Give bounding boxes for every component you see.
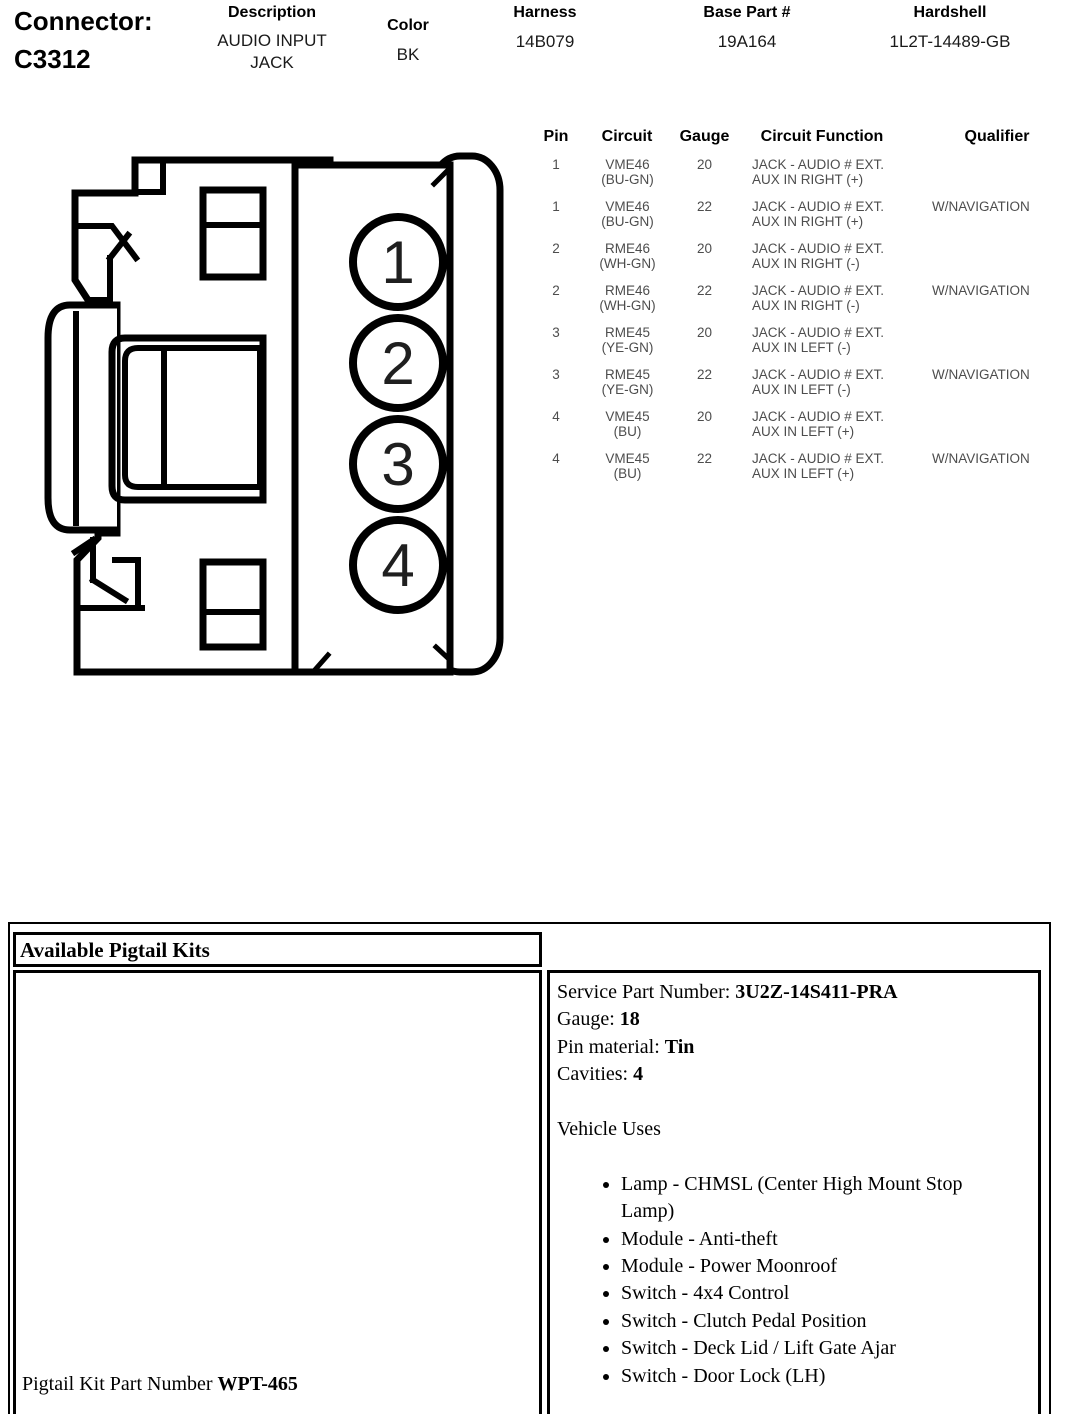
pin-table-header-row — [535, 127, 1062, 157]
cell-pin: 1 — [552, 199, 560, 214]
connector-bumper — [48, 305, 117, 530]
base-part-value: 19A164 — [717, 32, 777, 51]
cell-pin: 4 — [552, 451, 560, 466]
description-label: Description — [227, 4, 316, 21]
pin-material-value: Tin — [664, 1035, 695, 1058]
cell-pin: 2 — [552, 283, 560, 298]
gauge-line — [557, 1006, 1028, 1033]
connector-id: C3312 — [14, 44, 91, 74]
header-col-color — [368, 16, 448, 66]
table-row — [535, 283, 1062, 325]
cell-function: JACK - AUDIO # EXT. AUX IN RIGHT (+) — [752, 157, 885, 187]
list-item: • Lamp - CHMSL (Center High Mount Stop Lamp) — [621, 1171, 1028, 1226]
service-part-number-value: 3U2Z-14S411-PRA — [735, 981, 898, 1003]
table-row — [535, 409, 1062, 451]
cell-pin: 4 — [552, 409, 560, 424]
pigtail-kit-cell — [13, 970, 542, 1414]
pigtail-kit-part-number-value: WPT-465 — [217, 1373, 298, 1395]
cell-circuit: VME46 (BU-GN) — [601, 157, 654, 187]
cell-function: JACK - AUDIO # EXT. AUX IN LEFT (-) — [752, 325, 885, 355]
vehicle-uses-list — [557, 1171, 1028, 1390]
gauge-label: Gauge: — [557, 1008, 615, 1031]
col-header-pin: Pin — [543, 128, 569, 145]
table-row — [535, 241, 1062, 283]
cell-qualifier — [892, 241, 1062, 283]
list-item: • Switch - Deck Lid / Lift Gate Ajar — [621, 1335, 1028, 1362]
col-header-circuit: Circuit — [601, 128, 653, 145]
table-row — [535, 199, 1062, 241]
cell-circuit: RME46 (WH-GN) — [599, 241, 656, 271]
cavities-value: 4 — [633, 1063, 644, 1086]
cell-gauge: 22 — [696, 283, 713, 298]
cell-pin: 2 — [552, 241, 560, 256]
cell-qualifier — [892, 409, 1062, 451]
pin-number-2: 2 — [381, 330, 415, 397]
description-value: AUDIO INPUT JACK — [217, 31, 327, 72]
vehicle-uses-heading: Vehicle Uses — [557, 1118, 661, 1141]
cell-function: JACK - AUDIO # EXT. AUX IN RIGHT (+) — [752, 199, 885, 229]
cell-gauge: 20 — [696, 157, 713, 172]
header-col-description — [207, 3, 337, 74]
cell-gauge: 20 — [696, 325, 713, 340]
cell-gauge: 22 — [696, 367, 713, 382]
pigtail-kit-part-number-label: Pigtail Kit Part Number — [22, 1373, 213, 1395]
cell-circuit: VME46 (BU-GN) — [601, 199, 654, 229]
pigtail-kit-part-number-line — [22, 1373, 298, 1396]
cell-pin: 3 — [552, 367, 560, 382]
table-row — [535, 367, 1062, 409]
col-header-qualifier: Qualifier — [964, 128, 1030, 145]
cell-qualifier — [892, 157, 1062, 199]
list-item: • Switch - Door Lock (LH) — [621, 1363, 1028, 1390]
connector-title — [14, 2, 153, 78]
cell-circuit: VME45 (BU) — [605, 409, 650, 439]
cell-gauge: 20 — [696, 409, 713, 424]
list-item: • Switch - 4x4 Control — [621, 1280, 1028, 1307]
col-header-gauge: Gauge — [679, 128, 730, 145]
cell-circuit: RME45 (YE-GN) — [601, 367, 654, 397]
cell-pin: 1 — [552, 157, 560, 172]
pin-table — [535, 127, 1062, 493]
color-value: BK — [396, 45, 420, 64]
cell-gauge: 22 — [696, 199, 713, 214]
cell-gauge: 22 — [696, 451, 713, 466]
cell-function: JACK - AUDIO # EXT. AUX IN LEFT (-) — [752, 367, 885, 397]
cell-qualifier: W/NAVIGATION — [932, 199, 1030, 214]
list-item: • Module - Power Moonroof — [621, 1253, 1028, 1280]
hardshell-value: 1L2T-14489-GB — [889, 32, 1011, 51]
cell-qualifier: W/NAVIGATION — [932, 283, 1030, 298]
base-part-label: Base Part # — [703, 4, 791, 21]
list-item: • Switch - Clutch Pedal Position — [621, 1308, 1028, 1335]
cell-function: JACK - AUDIO # EXT. AUX IN LEFT (+) — [752, 451, 885, 481]
cell-function: JACK - AUDIO # EXT. AUX IN RIGHT (-) — [752, 283, 885, 313]
service-part-number-line — [557, 979, 1028, 1006]
cell-qualifier: W/NAVIGATION — [932, 367, 1030, 382]
cell-qualifier — [892, 325, 1062, 367]
header-col-hardshell — [858, 3, 1042, 53]
blank-line — [557, 1089, 1028, 1116]
pin-material-line — [557, 1034, 1028, 1061]
cavities-line — [557, 1061, 1028, 1088]
service-part-number-label: Service Part Number: — [557, 981, 731, 1003]
cell-pin: 3 — [552, 325, 560, 340]
pigtail-kits-title: Available Pigtail Kits — [20, 938, 210, 962]
pigtail-kits-title-cell — [13, 932, 542, 967]
table-row — [535, 157, 1062, 199]
pin-number-1: 1 — [381, 229, 415, 296]
color-label: Color — [387, 17, 429, 34]
cell-circuit: RME46 (WH-GN) — [599, 283, 656, 313]
col-header-function: Circuit Function — [760, 128, 884, 145]
pin-number-3: 3 — [381, 431, 415, 498]
harness-value: 14B079 — [515, 32, 575, 51]
connector-label: Connector: — [14, 6, 153, 36]
gauge-value: 18 — [619, 1008, 640, 1031]
cell-gauge: 20 — [696, 241, 713, 256]
pin-material-label: Pin material: — [557, 1035, 660, 1058]
cavities-label: Cavities: — [557, 1063, 629, 1086]
hardshell-label: Hardshell — [913, 4, 987, 21]
pin-number-4: 4 — [381, 532, 415, 599]
header-col-base-part — [672, 3, 822, 53]
cell-function: JACK - AUDIO # EXT. AUX IN LEFT (+) — [752, 409, 885, 439]
connector-diagram — [30, 140, 530, 700]
table-row — [535, 325, 1062, 367]
cell-circuit: VME45 (BU) — [605, 451, 650, 481]
cell-function: JACK - AUDIO # EXT. AUX IN RIGHT (-) — [752, 241, 885, 271]
table-row — [535, 451, 1062, 493]
harness-label: Harness — [513, 4, 577, 21]
list-item: • Module - Anti-theft — [621, 1226, 1028, 1253]
cell-qualifier: W/NAVIGATION — [932, 451, 1030, 466]
pigtail-kit-details-cell — [547, 970, 1041, 1414]
header-col-harness — [485, 3, 605, 53]
cell-circuit: RME45 (YE-GN) — [601, 325, 654, 355]
